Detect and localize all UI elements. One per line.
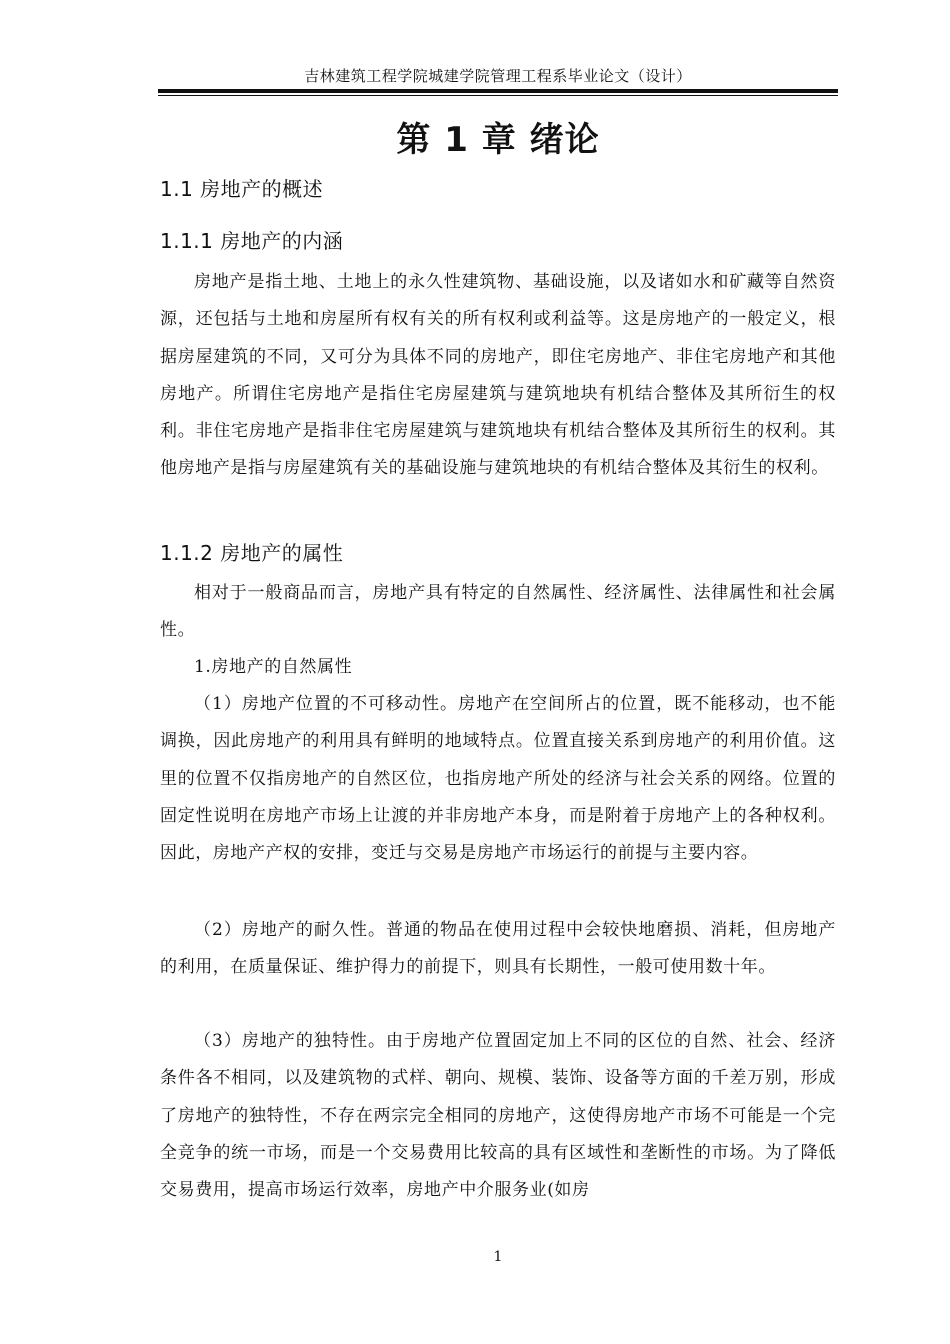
- header-rule-thin: [158, 95, 838, 96]
- section-heading-1-1-1: 1.1.1 房地产的内涵: [160, 229, 344, 253]
- chapter-title: 第 1 章 绪论: [396, 120, 600, 160]
- running-header: 吉林建筑工程学院城建学院管理工程系毕业论文（设计）: [304, 67, 692, 85]
- header-rule: [158, 89, 838, 93]
- section-heading-1-1: 1.1 房地产的概述: [160, 177, 324, 201]
- paragraph-immobility: （1）房地产位置的不可移动性。房地产在空间所占的位置，既不能移动，也不能调换，因此房地产的利用具有鲜明的地域特点。位置直接关系到房地产的利用价值。这里的位置不仅指房地产的自然区位，也指房地产所处的经济与社会关系的网络。位置的固定性说明在房地产市场上让渡的并非房地产本身，而是附着于房地产上的各种权利。因此，房地产产权的安排，变迁与交易是房地产市场运行的前提与主要内容。: [160, 694, 836, 864]
- paragraph-attributes-intro: 相对于一般商品而言，房地产具有特定的自然属性、经济属性、法律属性和社会属性。: [160, 583, 836, 641]
- paragraph-durability: （2）房地产的耐久性。普通的物品在使用过程中会较快地磨损、消耗，但房地产的利用，在质量保证、维护得力的前提下，则具有长期性，一般可使用数十年。: [160, 920, 836, 978]
- section-heading-1-1-2: 1.1.2 房地产的属性: [160, 541, 344, 565]
- paragraph-natural-attributes-label: 1.房地产的自然属性: [194, 657, 353, 677]
- paragraph-uniqueness: （3）房地产的独特性。由于房地产位置固定加上不同的区位的自然、社会、经济条件各不相同，以及建筑物的式样、朝向、规模、装饰、设备等方面的千差万别，形成了房地产的独特性，不存在两宗完全相同的房地产，这使得房地产市场不可能是一个完全竞争的统一市场，而是一个交易费用比较高的具有区域性和垄断性的市场。为了降低交易费用，提高市场运行效率，房地产中介服务业(如房: [160, 1031, 836, 1201]
- page-number: 1: [493, 1249, 503, 1265]
- paragraph-real-estate-definition: 房地产是指土地、土地上的永久性建筑物、基础设施，以及诸如水和矿藏等自然资源，还包括与土地和房屋所有权有关的所有权利或利益等。这是房地产的一般定义，根据房屋建筑的不同，又可分为具体不同的房地产，即住宅房地产、非住宅房地产和其他房地产。所谓住宅房地产是指住宅房屋建筑与建筑地块有机结合整体及其所衍生的权利。非住宅房地产是指非住宅房屋建筑与建筑地块有机结合整体及其所衍生的权利。其他房地产是指与房屋建筑有关的基础设施与建筑地块的有机结合整体及其衍生的权利。: [160, 272, 836, 479]
